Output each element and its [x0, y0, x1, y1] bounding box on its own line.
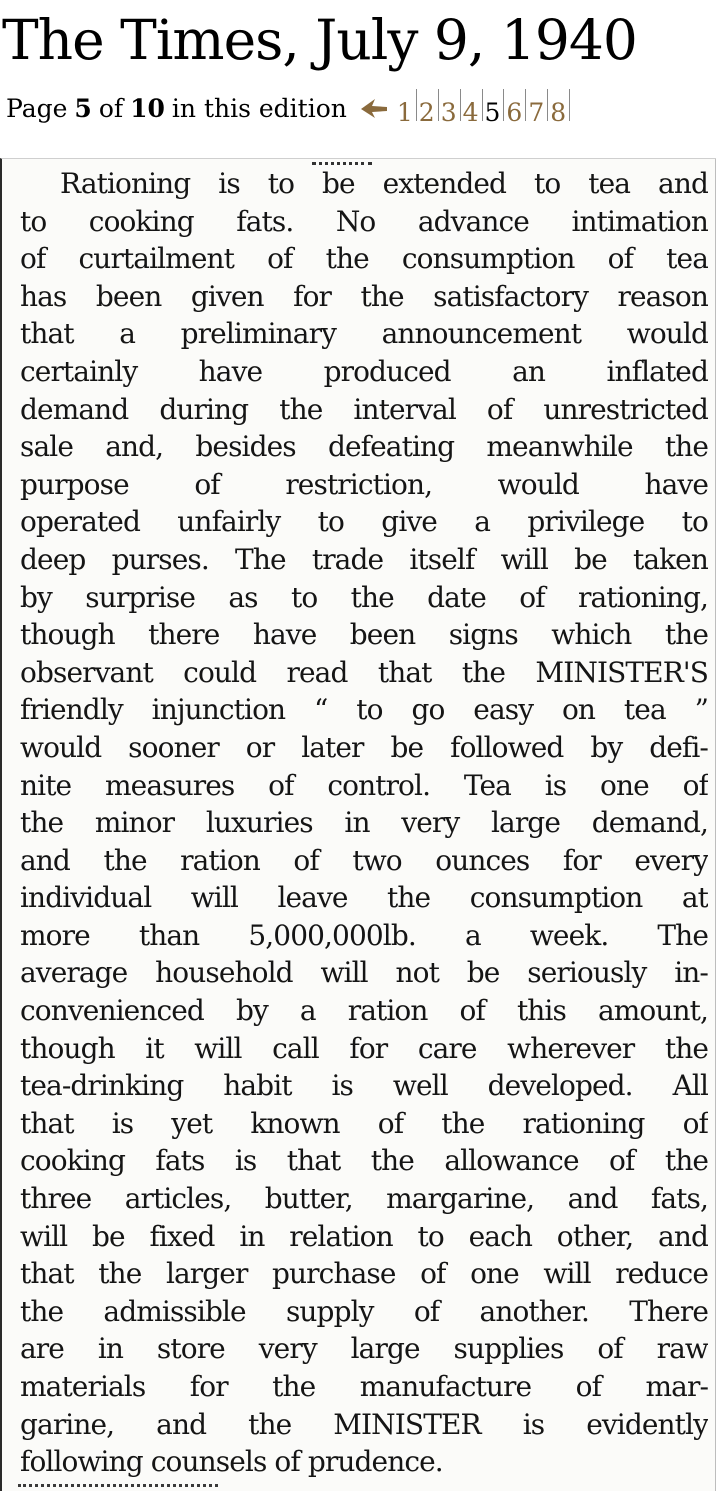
article-line: garine, and the MINISTER is evidently [20, 1407, 708, 1441]
article-line: following counsels of prudence. [20, 1445, 443, 1479]
article-line: would sooner or later be followed by defi- [20, 730, 708, 764]
article-line: Rationing is to be extended to tea and [60, 167, 708, 200]
article-line: has been given for the satisfactory reason [20, 279, 708, 313]
page-link-2[interactable]: 2 [418, 98, 435, 127]
page-link-6[interactable]: 6 [506, 98, 523, 127]
article-line: though it will call for care wherever the [20, 1031, 708, 1065]
article-body [20, 165, 708, 1481]
cut-line-bottom [18, 1484, 218, 1491]
page-navigation [6, 88, 570, 128]
article-line: materials for the manufacture of mar- [20, 1370, 708, 1403]
article-line: average household will not be seriously in- [20, 956, 708, 990]
article-line: nite measures of control. Tea is one of [20, 768, 708, 802]
of-label: of [98, 93, 124, 123]
page-link-8[interactable]: 8 [550, 98, 567, 127]
edition-label: in this edition [171, 93, 347, 123]
article-line: convenienced by a ration of this amount, [20, 994, 708, 1028]
article-line: are in store very large supplies of raw [20, 1332, 708, 1366]
page-link-separator [569, 89, 570, 121]
column-rule [715, 159, 716, 1491]
article-line: will be fixed in relation to each other, and [20, 1219, 708, 1253]
article-line: that the larger purchase of one will reduce [20, 1257, 708, 1291]
article-line: that is yet known of the rationing of [20, 1106, 708, 1140]
article-line: and the ration of two ounces for every [20, 843, 708, 877]
article-line: the admissible supply of another. There [20, 1294, 708, 1328]
article-line: certainly have produced an inflated [20, 354, 708, 388]
page-title: The Times, July 9, 1940 [2, 8, 637, 72]
article-line: friendly injunction “ to go easy on tea ” [20, 693, 708, 727]
current-page-number: 5 [74, 93, 92, 123]
article-line: more than 5,000,000lb. a week. The [20, 918, 708, 952]
article-line: observant could read that the MINISTER'S [20, 655, 708, 689]
page-link-1[interactable]: 1 [396, 98, 413, 127]
article-line: of curtailment of the consumption of tea [20, 242, 708, 276]
page-links [395, 89, 570, 127]
article-line: the minor luxuries in very large demand, [20, 806, 708, 840]
article-line: purpose of restriction, would have [20, 467, 708, 501]
page-link-3[interactable]: 3 [440, 98, 457, 127]
article-line: individual will leave the consumption at [20, 881, 708, 915]
cut-line-top [312, 158, 372, 165]
article-line: three articles, butter, margarine, and fats, [20, 1182, 708, 1216]
article-line: deep purses. The trade itself will be taken [20, 542, 708, 576]
article-line: operated unfairly to give a privilege to [20, 505, 708, 539]
newspaper-scan [0, 158, 716, 1491]
article-line: though there have been signs which the [20, 618, 708, 652]
page-link-7[interactable]: 7 [528, 98, 545, 127]
article-line: cooking fats is that the allowance of the [20, 1144, 708, 1178]
left-arrow-icon[interactable] [359, 96, 389, 120]
article-line: by surprise as to the date of rationing, [20, 580, 708, 614]
page-link-4[interactable]: 4 [462, 98, 479, 127]
article-line: sale and, besides defeating meanwhile the [20, 430, 708, 464]
page-label: Page [6, 93, 68, 123]
article-line: that a preliminary announcement would [20, 317, 708, 351]
total-pages-number: 10 [130, 93, 165, 123]
article-line: demand during the interval of unrestricted [20, 392, 708, 426]
article-line: to cooking fats. No advance intimation [20, 204, 708, 238]
article-line: tea-drinking habit is well developed. All [20, 1069, 708, 1103]
page-link-5[interactable]: 5 [484, 98, 501, 127]
